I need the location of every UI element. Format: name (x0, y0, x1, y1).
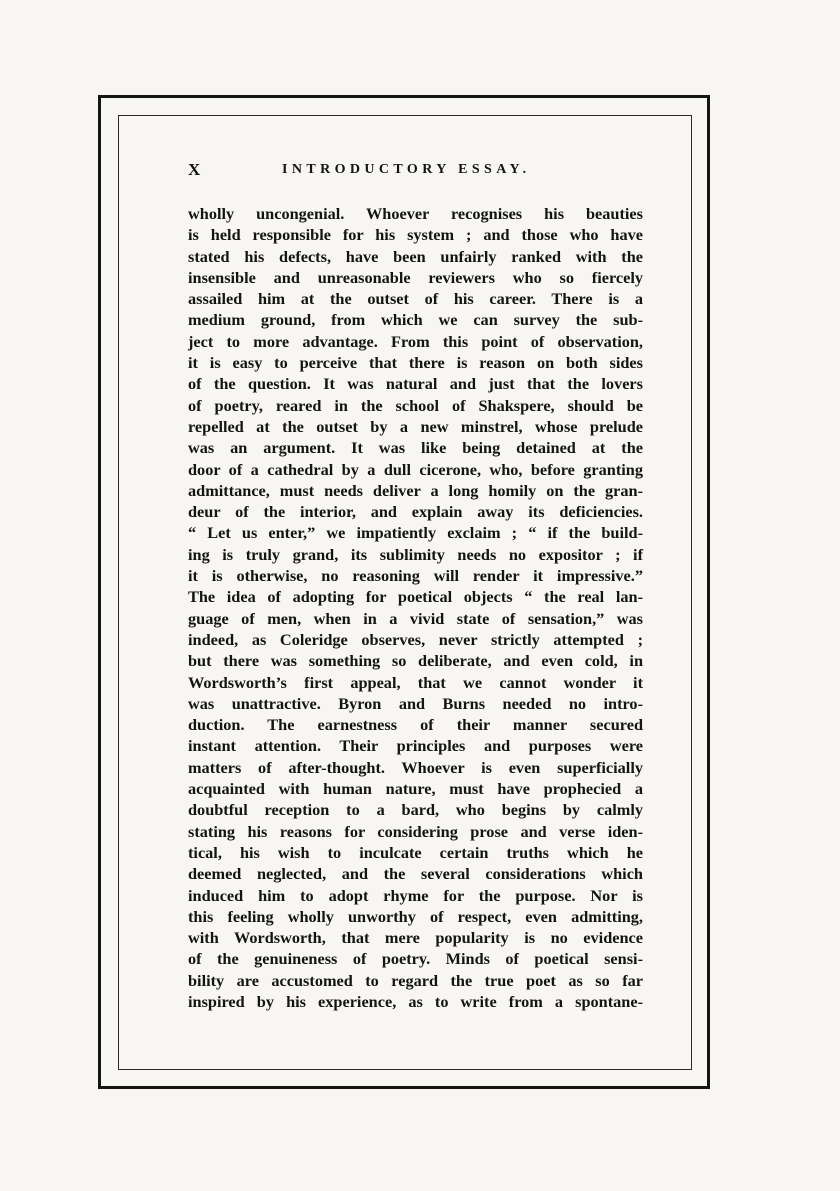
text-line: Wordsworth’s first appeal, that we cannot wonder it (188, 672, 643, 692)
text-line: was an argument. It was like being detained at the (188, 438, 643, 458)
running-header (188, 160, 643, 184)
page-number: X (188, 160, 201, 179)
text-line: matters of after-thought. Whoever is even superficially (188, 757, 643, 777)
text-line: this feeling wholly unworthy of respect, even admitting, (188, 906, 643, 926)
text-line: acquainted with human nature, must have prophecied a (188, 779, 643, 799)
text-line: duction. The earnestness of their manner secured (188, 715, 643, 735)
text-line: “ Let us enter,” we impatiently exclaim ; “ if the build- (188, 523, 643, 543)
text-line: instant attention. Their principles and purposes were (188, 736, 643, 756)
text-line: doubtful reception to a bard, who begins by calmly (188, 800, 643, 820)
text-line: medium ground, from which we can survey the sub- (188, 310, 643, 330)
text-line: insensible and unreasonable reviewers who so fiercely (188, 267, 643, 287)
text-line: deemed neglected, and the several considerations which (188, 864, 643, 884)
text-line: it is easy to perceive that there is reason on both sides (188, 353, 643, 373)
text-line: assailed him at the outset of his career. There is a (188, 289, 643, 309)
text-line: tical, his wish to inculcate certain truths which he (188, 842, 643, 862)
text-line: of poetry, reared in the school of Shakspere, should be (188, 395, 643, 415)
text-line: stating his reasons for considering prose and verse iden- (188, 821, 643, 841)
text-line: ing is truly grand, its sublimity needs no expositor ; if (188, 544, 643, 564)
text-line: repelled at the outset by a new minstrel, whose prelude (188, 416, 643, 436)
text-line: with Wordsworth, that mere popularity is no evidence (188, 928, 643, 948)
text-line: ject to more advantage. From this point of observation, (188, 331, 643, 351)
text-line: is held responsible for his system ; and those who have (188, 225, 643, 245)
text-line: stated his defects, have been unfairly ranked with the (188, 246, 643, 266)
text-line: bility are accustomed to regard the true poet as so far (188, 970, 643, 990)
text-line: was unattractive. Byron and Burns needed no intro- (188, 693, 643, 713)
text-line: indeed, as Coleridge observes, never strictly attempted ; (188, 629, 643, 649)
text-line: The idea of adopting for poetical objects “ the real lan- (188, 587, 643, 607)
text-line: deur of the interior, and explain away its deficiencies. (188, 502, 643, 522)
text-line: wholly uncongenial. Whoever recognises his beauties (188, 204, 643, 223)
text-line: of the genuineness of poetry. Minds of poetical sensi- (188, 949, 643, 969)
text-line: but there was something so deliberate, and even cold, in (188, 651, 643, 671)
text-line: door of a cathedral by a dull cicerone, who, before granting (188, 459, 643, 479)
text-line: inspired by his experience, as to write from a spontane- (188, 991, 643, 1011)
text-line: it is otherwise, no reasoning will render it impressive.” (188, 566, 643, 586)
text-line: of the question. It was natural and just that the lovers (188, 374, 643, 394)
text-line: guage of men, when in a vivid state of sensation,” was (188, 608, 643, 628)
body-text (188, 203, 643, 1012)
text-line: admittance, must needs deliver a long homily on the gran- (188, 480, 643, 500)
text-line: induced him to adopt rhyme for the purpose. Nor is (188, 885, 643, 905)
running-title: INTRODUCTORY ESSAY. (282, 162, 531, 177)
